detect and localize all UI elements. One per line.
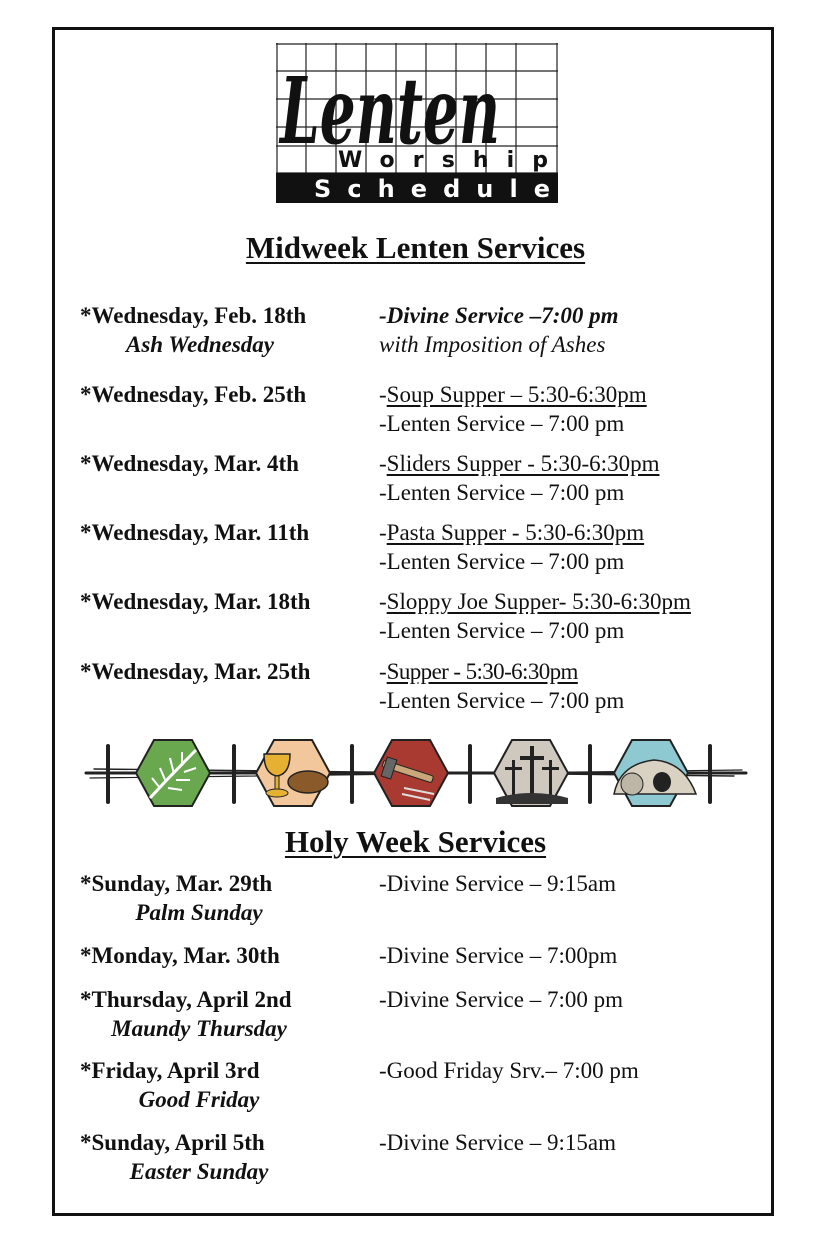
row-dash: - bbox=[379, 659, 387, 684]
row-date: *Sunday, April 5th bbox=[80, 1130, 265, 1155]
row-occasion: Ash Wednesday bbox=[125, 332, 275, 357]
row-supper: Soup Supper – 5:30-6:30pm bbox=[386, 382, 647, 407]
row-service: -Divine Service – 9:15am bbox=[379, 1130, 616, 1155]
row-service: -Lenten Service – 7:00 pm bbox=[379, 480, 625, 505]
row-service: -Good Friday Srv.– 7:00 pm bbox=[379, 1058, 639, 1083]
row-occasion: Palm Sunday bbox=[135, 900, 263, 925]
logo-lenten-text: Lenten bbox=[278, 57, 500, 165]
row-dash: - bbox=[379, 451, 387, 476]
lenten-symbols-divider bbox=[84, 736, 748, 810]
communion-chalice-bread-icon bbox=[256, 740, 330, 806]
row-date: *Thursday, April 2nd bbox=[80, 987, 292, 1012]
row-occasion: Maundy Thursday bbox=[111, 1016, 287, 1041]
row-dash: - bbox=[379, 520, 387, 545]
row-supper: Pasta Supper - 5:30-6:30pm bbox=[386, 520, 645, 545]
hammer-nails-icon bbox=[374, 740, 448, 806]
row-date: *Wednesday, Mar. 11th bbox=[80, 520, 310, 545]
row-supper: Sloppy Joe Supper- 5:30-6:30pm bbox=[386, 589, 691, 614]
row-date: *Monday, Mar. 30th bbox=[80, 943, 280, 968]
row-service-note: with Imposition of Ashes bbox=[379, 332, 606, 357]
row-date: *Wednesday, Mar. 18th bbox=[80, 589, 311, 614]
row-supper: Sliders Supper - 5:30-6:30pm bbox=[386, 451, 660, 476]
row-service: -Lenten Service – 7:00 pm bbox=[379, 688, 625, 713]
row-date: *Sunday, Mar. 29th bbox=[80, 871, 273, 896]
row-dash: - bbox=[379, 589, 387, 614]
row-supper: Supper - 5:30-6:30pm bbox=[386, 659, 578, 684]
row-service: -Divine Service – 9:15am bbox=[379, 871, 616, 896]
row-date: *Wednesday, Mar. 4th bbox=[80, 451, 299, 476]
row-date: *Wednesday, Feb. 25th bbox=[80, 382, 307, 407]
empty-tomb-icon bbox=[614, 740, 696, 806]
lenten-worship-schedule-logo bbox=[276, 43, 558, 203]
row-occasion: Good Friday bbox=[138, 1087, 260, 1112]
palm-branch-icon bbox=[136, 740, 210, 806]
row-service: -Lenten Service – 7:00 pm bbox=[379, 618, 625, 643]
logo-worship-text: Worship bbox=[338, 148, 548, 173]
row-service: -Divine Service – 7:00pm bbox=[379, 943, 618, 968]
row-service: -Lenten Service – 7:00 pm bbox=[379, 549, 625, 574]
row-service: -Lenten Service – 7:00 pm bbox=[379, 411, 625, 436]
row-date: *Wednesday, Feb. 18th bbox=[80, 303, 307, 328]
row-date: *Wednesday, Mar. 25th bbox=[80, 659, 311, 684]
row-service: -Divine Service – 7:00 pm bbox=[379, 987, 624, 1012]
three-crosses-icon bbox=[494, 740, 568, 806]
row-occasion: Easter Sunday bbox=[129, 1159, 269, 1184]
logo-schedule-text: Schedule bbox=[314, 175, 550, 203]
holy-week-section-title: Holy Week Services bbox=[284, 824, 547, 859]
row-date: *Friday, April 3rd bbox=[80, 1058, 260, 1083]
row-service: -Divine Service –7:00 pm bbox=[379, 303, 619, 328]
row-dash: - bbox=[379, 382, 387, 407]
midweek-section-title: Midweek Lenten Services bbox=[245, 230, 586, 265]
